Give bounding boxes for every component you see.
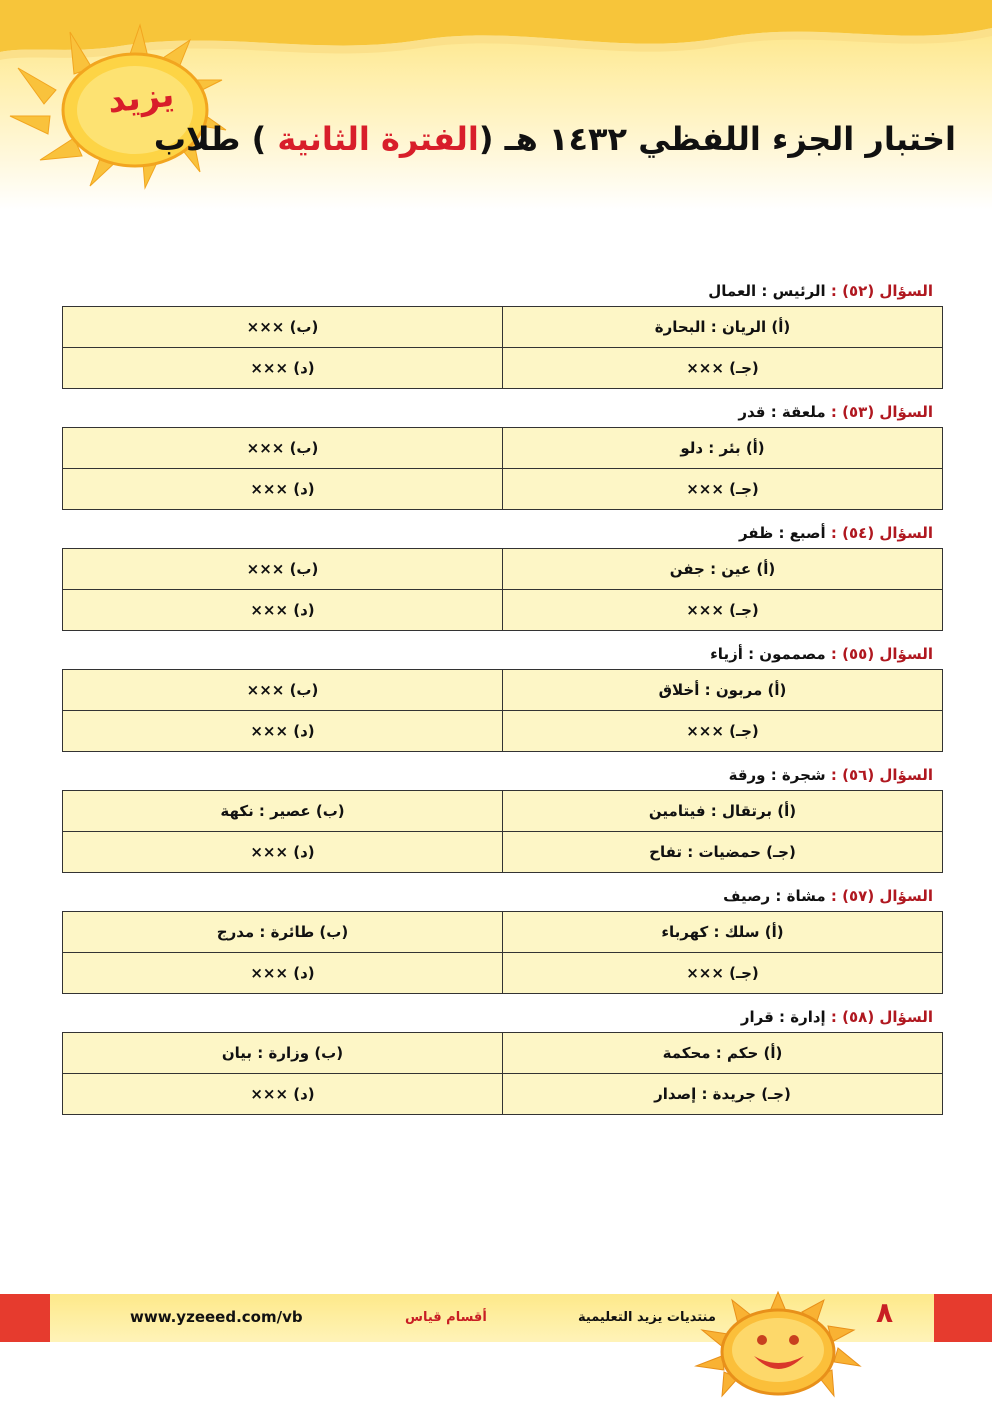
option-a[interactable]: (أ) عين : جفن — [503, 549, 943, 590]
option-c[interactable]: (جـ) ××× — [503, 711, 943, 752]
question-text: شجرة : ورقة — [728, 766, 826, 784]
option-d[interactable]: (د) ××× — [63, 832, 503, 873]
question-label: السؤال (٥٦) : — [830, 766, 933, 784]
page-title — [154, 120, 956, 158]
logo-text: يزيد — [105, 74, 177, 122]
footer-section: أقسام قياس — [405, 1310, 487, 1325]
question-text: أصبع : ظفر — [738, 524, 826, 542]
options-table — [62, 548, 943, 631]
question-label: السؤال (٥٣) : — [830, 403, 933, 421]
question-label: السؤال (٥٥) : — [830, 645, 933, 663]
option-b[interactable]: (ب) ××× — [63, 549, 503, 590]
question-heading — [62, 881, 943, 911]
option-a[interactable]: (أ) برتقال : فيتامين — [503, 791, 943, 832]
question-heading — [62, 518, 943, 548]
question-text: مصممون : أزياء — [710, 645, 826, 663]
question-heading — [62, 760, 943, 790]
title-tail: ) طلاب — [153, 120, 278, 158]
question-heading — [62, 1002, 943, 1032]
options-table — [62, 669, 943, 752]
option-b[interactable]: (ب) عصير : نكهة — [63, 791, 503, 832]
option-b[interactable]: (ب) طائرة : مدرج — [63, 912, 503, 953]
question-53 — [62, 397, 943, 510]
question-text: ملعقة : قدر — [738, 403, 826, 421]
question-heading — [62, 639, 943, 669]
option-a[interactable]: (أ) حكم : محكمة — [503, 1033, 943, 1074]
options-table — [62, 427, 943, 510]
question-heading — [62, 397, 943, 427]
option-d[interactable]: (د) ××× — [63, 348, 503, 389]
question-text: الرئيس : العمال — [708, 282, 826, 300]
question-52 — [62, 276, 943, 389]
page-footer — [0, 1290, 992, 1400]
question-text: إدارة : قرار — [740, 1008, 826, 1026]
question-55 — [62, 639, 943, 752]
question-label: السؤال (٥٧) : — [830, 887, 933, 905]
option-d[interactable]: (د) ××× — [63, 711, 503, 752]
option-d[interactable]: (د) ××× — [63, 1074, 503, 1115]
smiling-sun-icon — [694, 1290, 862, 1400]
option-b[interactable]: (ب) ××× — [63, 428, 503, 469]
option-c[interactable]: (جـ) ××× — [503, 590, 943, 631]
question-text: مشاة : رصيف — [723, 887, 826, 905]
question-label: السؤال (٥٢) : — [830, 282, 933, 300]
title-accent: الفترة الثانية — [277, 120, 479, 158]
question-label: السؤال (٥٤) : — [830, 524, 933, 542]
questions-list — [62, 276, 943, 1123]
option-d[interactable]: (د) ××× — [63, 469, 503, 510]
option-a[interactable]: (أ) الريان : البحارة — [503, 307, 943, 348]
option-c[interactable]: (جـ) ××× — [503, 348, 943, 389]
options-table — [62, 306, 943, 389]
options-table — [62, 911, 943, 994]
question-heading — [62, 276, 943, 306]
question-58 — [62, 1002, 943, 1115]
question-54 — [62, 518, 943, 631]
option-d[interactable]: (د) ××× — [63, 953, 503, 994]
option-a[interactable]: (أ) مربون : أخلاق — [503, 670, 943, 711]
option-b[interactable]: (ب) ××× — [63, 307, 503, 348]
footer-url-link[interactable]: www.yzeeed.com/vb — [130, 1308, 303, 1326]
option-c[interactable]: (جـ) جريدة : إصدار — [503, 1074, 943, 1115]
page-header — [0, 0, 992, 210]
option-b[interactable]: (ب) وزارة : بيان — [63, 1033, 503, 1074]
page-number: ٨ — [876, 1296, 894, 1329]
options-table — [62, 1032, 943, 1115]
question-56 — [62, 760, 943, 873]
option-d[interactable]: (د) ××× — [63, 590, 503, 631]
option-a[interactable]: (أ) بئر : دلو — [503, 428, 943, 469]
title-main: اختبار الجزء اللفظي ١٤٣٢ هـ ( — [478, 120, 956, 158]
option-b[interactable]: (ب) ××× — [63, 670, 503, 711]
option-c[interactable]: (جـ) حمضيات : تفاح — [503, 832, 943, 873]
footer-forum-name: منتديات يزيد التعليمية — [578, 1310, 716, 1325]
options-table — [62, 790, 943, 873]
question-57 — [62, 881, 943, 994]
question-label: السؤال (٥٨) : — [830, 1008, 933, 1026]
option-c[interactable]: (جـ) ××× — [503, 953, 943, 994]
option-a[interactable]: (أ) سلك : كهرباء — [503, 912, 943, 953]
option-c[interactable]: (جـ) ××× — [503, 469, 943, 510]
